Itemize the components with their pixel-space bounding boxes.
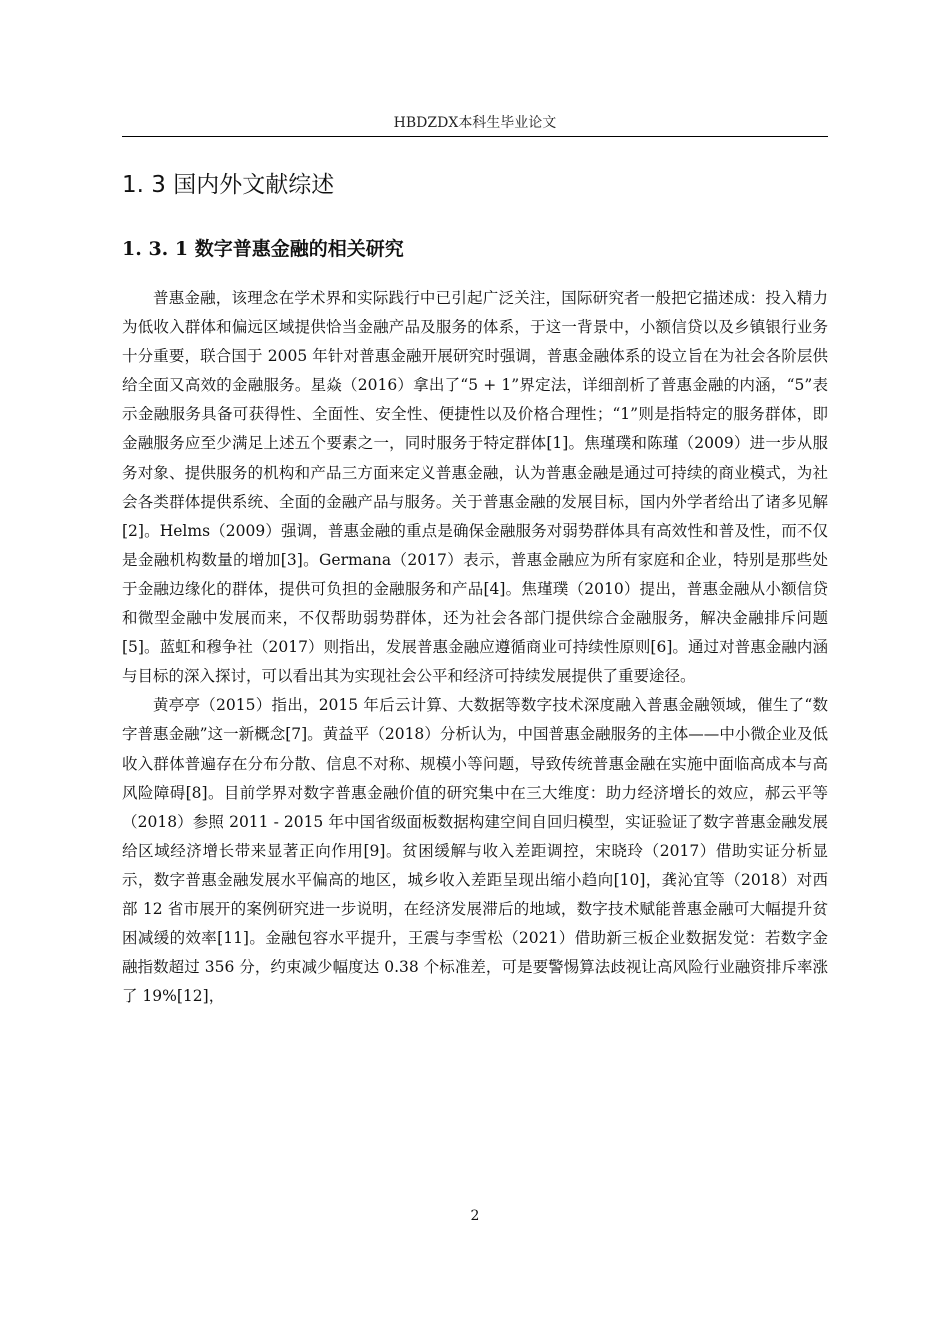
paragraph-1: 普惠金融，该理念在学术界和实际践行中已引起广泛关注，国际研究者一般把它描述成：投入精力为低收入群体和偏远区域提供恰当金融产品及服务的体系，于这一背景中，小额信贷以及乡镇银行业务十分重要，联合国于 2005 年针对普惠金融开展研究时强调，普惠金融体系的设立旨在为社会各阶层供给全面又高效的金融服务。星焱（2016）拿出了“5 + 1”界定法，详细剖析了普惠金融的内涵，“5”表示金融服务具备可获得性、全面性、安全性、便捷性以及价格合理性；“1”则是指特定的服务群体，即金融服务应至少满足上述五个要素之一，同时服务于特定群体[1]。焦瑾璞和陈瑾（2009）进一步从服务对象、提供服务的机构和产品三方面来定义普惠金融，认为普惠金融是通过可持续的商业模式，为社会各类群体提供系统、全面的金融产品与服务。关于普惠金融的发展目标，国内外学者给出了诸多见解[2]。Helms（2009）强调，普惠金融的重点是确保金融服务对弱势群体具有高效性和普及性，而不仅是金融机构数量的增加[3]。Germana（2017）表示，普惠金融应为所有家庭和企业，特别是那些处于金融边缘化的群体，提供可负担的金融服务和产品[4]。焦瑾璞（2010）提出，普惠金融从小额信贷和微型金融中发展而来，不仅帮助弱势群体，还为社会各部门提供综合金融服务，解决金融排斥问题[5]。蓝虹和穆争社（2017）则指出，发展普惠金融应遵循商业可持续性原则[6]。通过对普惠金融内涵与目标的深入探讨，可以看出其为实现社会公平和经济可持续发展提供了重要途径。 xyxy=(122,289,828,686)
header-rule xyxy=(122,136,828,137)
section-heading: 1. 3 国内外文献综述 xyxy=(122,172,335,198)
subsection-heading: 1. 3. 1 数字普惠金融的相关研究 xyxy=(122,238,404,260)
running-header: HBDZDX本科生毕业论文 xyxy=(393,115,557,131)
paragraph-2: 黄亭亭（2015）指出，2015 年后云计算、大数据等数字技术深度融入普惠金融领域，催生了“数字普惠金融”这一新概念[7]。黄益平（2018）分析认为，中国普惠金融服务的主体——中小微企业及低收入群体普遍存在分布分散、信息不对称、规模小等问题，导致传统普惠金融在实施中面临高成本与高风险障碍[8]。目前学界对数字普惠金融价值的研究集中在三大维度：助力经济增长的效应，郝云平等（2018）参照 2011 - 2015 年中国省级面板数据构建空间自回归模型，实证验证了数字普惠金融发展给区域经济增长带来显著正向作用[9]。贫困缓解与收入差距调控，宋晓玲（2017）借助实证分析显示，数字普惠金融发展水平偏高的地区，城乡收入差距呈现出缩小趋向[10]，龚沁宜等（2018）对西部 12 省市展开的案例研究进一步说明，在经济发展滞后的地域，数字技术赋能普惠金融可大幅提升贫困减缓的效率[11]。金融包容水平提升，王震与李雪松（2021）借助新三板企业数据发觉：若数字金融指数超过 356 分，约束减少幅度达 0.38 个标准差，可是要警惕算法歧视让高风险行业融资排斥率涨了 19%[12]， xyxy=(122,696,828,1006)
page-number: 2 xyxy=(470,1208,480,1224)
body-text xyxy=(122,284,828,1011)
